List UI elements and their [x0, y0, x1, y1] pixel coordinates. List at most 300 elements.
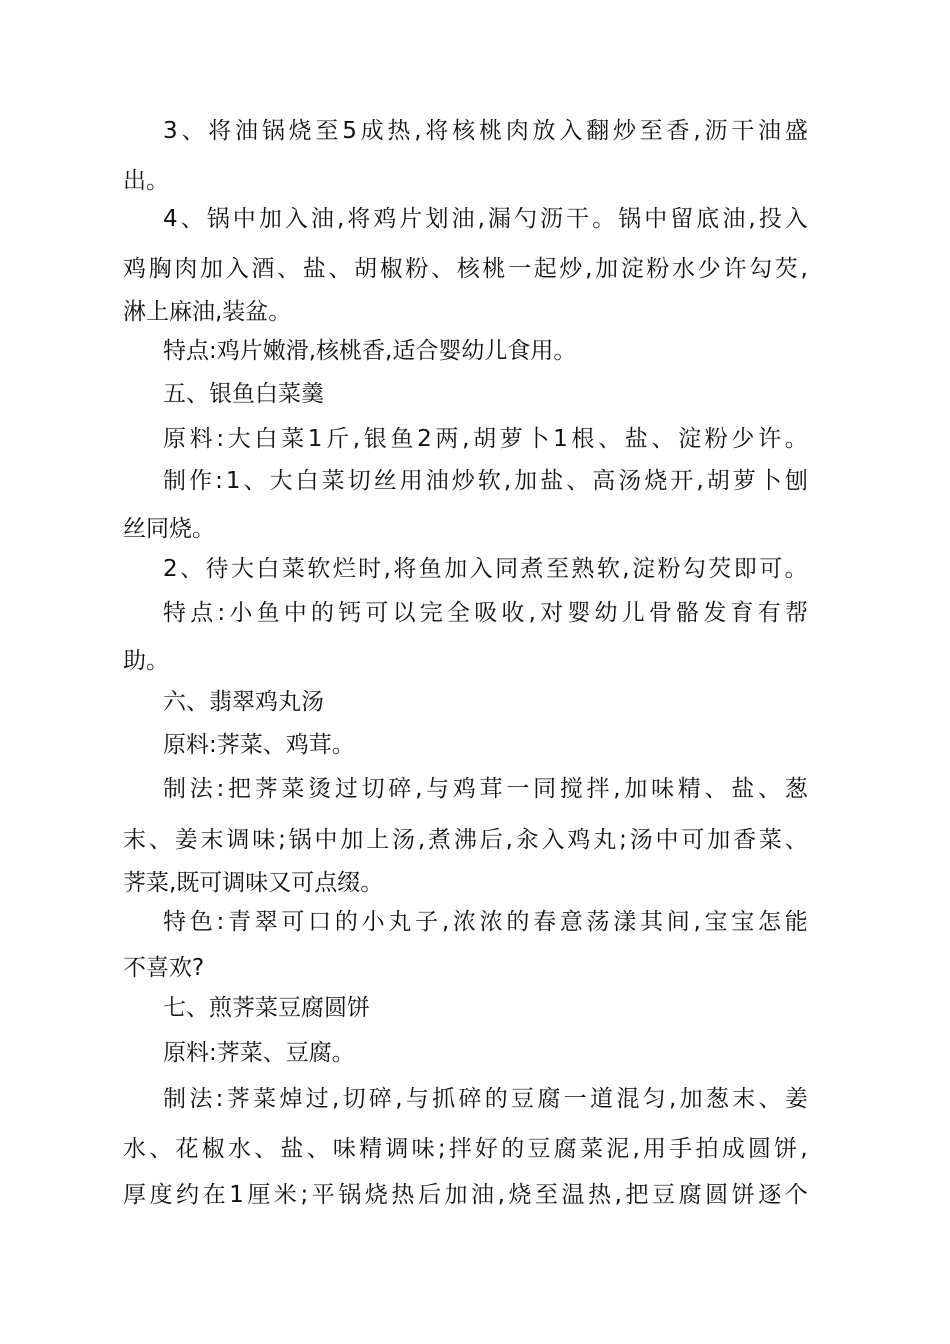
text-char: 成: [721, 1136, 745, 1162]
text-char: 软: [307, 556, 331, 582]
text-char: 刨: [784, 468, 808, 494]
text-char: 肉: [505, 118, 529, 144]
text-char: 制: [163, 468, 186, 494]
text-char: 菜: [281, 776, 305, 802]
text-char: 制: [163, 1086, 186, 1112]
text-char: 加: [444, 556, 468, 582]
text-char: 制: [163, 776, 186, 802]
text-char: 汤: [392, 827, 416, 853]
text-char: 豆: [652, 1182, 676, 1208]
text-char: 汤: [629, 827, 653, 853]
text-char: 同: [533, 776, 557, 802]
text-char: 过: [334, 776, 358, 802]
text-char: 胡: [354, 256, 378, 282]
text-char: 热: [387, 118, 411, 144]
text-char: 、: [566, 468, 590, 494]
text-char: 的: [484, 1086, 508, 1112]
text-char: 对: [540, 600, 564, 626]
text-char: 、: [431, 256, 455, 282]
text-char: ,: [668, 1086, 677, 1112]
text-char: 的: [334, 909, 358, 935]
text-char: 入: [284, 206, 308, 232]
section-heading: 五、银鱼白菜羹: [163, 381, 324, 407]
text-char: 白: [254, 426, 278, 452]
text-char: ;: [278, 827, 286, 853]
text-line: [163, 907, 808, 937]
text-char: 锅: [338, 1182, 362, 1208]
text-line: [163, 1084, 808, 1114]
text-char: 干: [731, 118, 755, 144]
text-char: 婴: [567, 600, 591, 626]
text-char: 其: [640, 909, 664, 935]
text-char: 鸡: [567, 827, 591, 853]
text-char: 将: [393, 556, 417, 582]
text-char: 拌: [448, 1136, 472, 1162]
text-char: ,: [528, 600, 536, 626]
text-char: 翻: [586, 118, 610, 144]
text-char: 、: [277, 256, 301, 282]
text-char: 锅: [288, 827, 312, 853]
text-char: 味: [411, 1136, 435, 1162]
text-char: 宝: [731, 909, 755, 935]
text-char: ,: [800, 1136, 808, 1162]
text-char: 用: [399, 468, 423, 494]
text-char: 软: [477, 468, 501, 494]
text-char: 烧: [288, 118, 312, 144]
text-char: 一: [506, 776, 530, 802]
text-char: ;: [437, 1136, 446, 1162]
text-char: :: [217, 600, 226, 626]
text-char: 、: [704, 776, 728, 802]
text-char: 间: [666, 909, 690, 935]
text-char: 上: [366, 827, 390, 853]
text-char: 汆: [515, 827, 539, 853]
text-char: 烧: [364, 1182, 388, 1208]
text-char: ,: [693, 118, 701, 144]
text-char: 温: [561, 1182, 585, 1208]
text-char: 核: [452, 118, 476, 144]
text-char: 原: [163, 426, 186, 452]
text-char: 。: [592, 206, 616, 232]
text-char: 菜: [321, 468, 345, 494]
text-char: 许: [758, 426, 782, 452]
text-line: [163, 204, 808, 234]
text-char: 勺: [513, 206, 537, 232]
text-char: 可: [681, 827, 705, 853]
text-char: 盐: [540, 468, 564, 494]
text-char: 的: [506, 909, 530, 935]
text-char: 把: [227, 776, 251, 802]
text-char: 料: [189, 426, 213, 452]
text-char: 放: [532, 118, 556, 144]
text-char: ,: [331, 1086, 340, 1112]
text-char: 菜: [281, 426, 305, 452]
text-char: 饼: [731, 1182, 755, 1208]
text-char: 萝: [499, 426, 523, 452]
text-char: 加: [707, 827, 731, 853]
text-char: ,: [395, 1086, 403, 1112]
text-char: 沸: [453, 827, 477, 853]
text-char: 用: [642, 1136, 666, 1162]
text-char: 青: [227, 909, 251, 935]
text-char: 豆: [511, 1086, 535, 1112]
text-char: 道: [590, 1086, 613, 1112]
text-char: 拌: [586, 776, 610, 802]
text-char: 、: [180, 556, 204, 582]
text-char: ,: [585, 256, 593, 282]
text-char: 葱: [705, 1086, 729, 1112]
text-char: 厚: [123, 1182, 146, 1208]
text-char: 葱: [784, 776, 808, 802]
text-char: 。: [784, 556, 808, 582]
text-char: 点: [190, 600, 214, 626]
text-char: ,: [748, 206, 756, 232]
text-char: 后: [417, 1182, 441, 1208]
text-char: ,: [441, 909, 450, 935]
text-char: 炒: [451, 468, 475, 494]
text-char: 投: [758, 206, 782, 232]
text-char: ,: [477, 206, 485, 232]
text-char: 焯: [279, 1086, 303, 1112]
text-char: 、: [254, 1136, 278, 1162]
text-char: 发: [703, 600, 727, 626]
text-char: 鱼: [390, 426, 414, 452]
text-char: ,: [503, 468, 512, 494]
text-char: 春: [533, 909, 557, 935]
text-char: 的: [501, 1136, 525, 1162]
text-line: [163, 116, 808, 146]
text-char: 末: [200, 827, 224, 853]
text-char: 小: [361, 909, 385, 935]
text-char: 粉: [646, 256, 670, 282]
text-char: 入: [541, 827, 565, 853]
text-char: 浓: [452, 909, 476, 935]
text-char: 少: [731, 426, 755, 452]
text-line: 原料:荠菜、鸡茸。: [163, 732, 355, 758]
text-char: 勾: [682, 556, 706, 582]
text-char: 腐: [537, 1086, 561, 1112]
text-char: 鱼: [256, 600, 280, 626]
text-char: 中: [283, 600, 307, 626]
text-char: 、: [651, 426, 675, 452]
text-char: 5: [342, 118, 357, 144]
text-char: 水: [123, 1136, 146, 1162]
text-char: 调: [226, 827, 250, 853]
text-char: 中: [232, 206, 256, 232]
text-line: [123, 254, 808, 284]
text-char: 锅: [206, 206, 230, 232]
text-char: 椒: [201, 1136, 225, 1162]
text-char: 小: [229, 600, 253, 626]
text-char: 切: [347, 468, 371, 494]
text-char: 、: [784, 827, 808, 853]
text-line: [163, 466, 808, 496]
text-char: ;: [619, 827, 627, 853]
text-char: 至: [315, 118, 339, 144]
text-char: 腐: [678, 1182, 702, 1208]
text-char: 斤: [326, 426, 350, 452]
text-char: 泥: [606, 1136, 630, 1162]
text-char: 切: [342, 1086, 366, 1112]
text-char: 匀: [642, 1086, 666, 1112]
text-char: 、: [181, 118, 205, 144]
text-char: 个: [784, 1182, 808, 1208]
text-char: 翠: [254, 909, 278, 935]
text-line: [123, 1134, 808, 1164]
text-char: 同: [495, 556, 519, 582]
text-char: 帮: [784, 600, 808, 626]
text-char: 少: [697, 256, 721, 282]
text-char: 热: [391, 1182, 415, 1208]
text-char: 骼: [676, 600, 700, 626]
text-line: [163, 424, 808, 454]
text-char: 大: [230, 556, 254, 582]
text-char: 盐: [624, 426, 648, 452]
text-char: 烫: [308, 776, 332, 802]
text-char: 味: [252, 827, 276, 853]
text-line: 淋上麻油,装盆。: [123, 299, 292, 325]
text-char: 水: [672, 256, 696, 282]
text-char: 白: [295, 468, 319, 494]
text-char: 的: [310, 600, 334, 626]
text-char: 加: [679, 1086, 703, 1112]
text-char: 汤: [618, 468, 642, 494]
text-char: ,: [614, 1182, 622, 1208]
text-line: 助。: [123, 648, 169, 674]
text-char: 厘: [247, 1182, 271, 1208]
text-char: ,: [415, 776, 423, 802]
text-char: 。: [784, 426, 808, 452]
text-char: :: [216, 776, 225, 802]
text-char: 圆: [705, 1182, 729, 1208]
text-char: 荠: [226, 1086, 250, 1112]
text-char: 儿: [621, 600, 645, 626]
text-char: 3: [163, 118, 178, 144]
text-char: 能: [784, 909, 808, 935]
text-char: ,: [613, 776, 621, 802]
text-char: 、: [148, 827, 172, 853]
text-char: 至: [535, 1182, 558, 1208]
text-char: 底: [696, 206, 720, 232]
text-char: ,: [693, 909, 701, 935]
text-char: 加: [340, 827, 364, 853]
text-line: 原料:荠菜、豆腐。: [163, 1040, 355, 1066]
text-char: 勾: [749, 256, 773, 282]
text-char: 末: [732, 1086, 756, 1112]
text-line: [123, 825, 808, 855]
text-char: 有: [757, 600, 781, 626]
text-char: 入: [784, 206, 808, 232]
text-char: 与: [405, 1086, 429, 1112]
text-char: 油: [310, 206, 334, 232]
text-char: 可: [281, 909, 305, 935]
text-char: 锅: [618, 206, 642, 232]
text-char: 全: [446, 600, 470, 626]
text-char: 油: [471, 1182, 495, 1208]
text-line: 丝同烧。: [123, 516, 215, 542]
text-char: 后: [479, 827, 503, 853]
text-char: 煮: [520, 556, 544, 582]
text-char: 、: [149, 1136, 173, 1162]
text-char: 水: [227, 1136, 251, 1162]
text-char: 与: [426, 776, 450, 802]
section-heading: 七、煎荠菜豆腐圆饼: [163, 995, 370, 1021]
text-char: 菜: [281, 556, 305, 582]
text-char: 淀: [678, 426, 702, 452]
text-char: 卜: [758, 468, 782, 494]
text-char: 口: [308, 909, 332, 935]
text-char: 菜: [758, 827, 782, 853]
text-char: 怎: [758, 909, 781, 935]
text-char: 丸: [388, 909, 412, 935]
text-char: ,: [462, 426, 470, 452]
text-char: 4: [163, 206, 178, 232]
text-char: ,: [383, 556, 391, 582]
text-char: :: [216, 909, 225, 935]
text-char: 开: [670, 468, 694, 494]
text-char: 沥: [704, 118, 728, 144]
text-char: 漾: [613, 909, 637, 935]
text-char: 油: [425, 468, 449, 494]
text-char: 搅: [559, 776, 583, 802]
text-char: ,: [417, 827, 426, 853]
text-char: 米: [273, 1182, 297, 1208]
text-char: 加: [200, 256, 224, 282]
text-char: 将: [425, 118, 449, 144]
text-char: 加: [258, 206, 282, 232]
text-char: 炒: [612, 118, 636, 144]
text-char: 以: [392, 600, 416, 626]
text-char: 盐: [280, 1136, 304, 1162]
text-char: 盛: [784, 118, 808, 144]
text-char: 烧: [644, 468, 668, 494]
text-char: 油: [451, 206, 475, 232]
text-char: 拍: [695, 1136, 719, 1162]
text-char: 中: [314, 827, 338, 853]
text-char: 桃: [478, 118, 502, 144]
text-char: 中: [655, 827, 679, 853]
text-char: 胡: [473, 426, 497, 452]
text-char: 幼: [594, 600, 618, 626]
text-char: 、: [758, 1086, 782, 1112]
text-char: 收: [501, 600, 525, 626]
text-char: 菜: [579, 1136, 603, 1162]
text-line: 出。: [123, 168, 169, 194]
text-char: 切: [361, 776, 385, 802]
text-char: 熟: [571, 556, 595, 582]
text-char: ,: [336, 206, 345, 232]
text-char: 手: [669, 1136, 693, 1162]
text-char: 特: [163, 600, 186, 626]
text-char: 丸: [593, 827, 617, 853]
text-char: 即: [733, 556, 757, 582]
text-char: 味: [651, 776, 675, 802]
text-char: 吸: [474, 600, 498, 626]
text-char: 圆: [747, 1136, 771, 1162]
section-heading: 六、翡翠鸡丸汤: [163, 689, 324, 715]
text-line: [163, 774, 808, 804]
text-char: 、: [180, 206, 204, 232]
text-char: 粉: [657, 556, 681, 582]
text-line: [163, 598, 808, 628]
text-char: 意: [559, 909, 583, 935]
text-char: 萝: [732, 468, 756, 494]
text-char: 油: [722, 206, 746, 232]
text-char: 两: [435, 426, 459, 452]
text-char: 一: [563, 1086, 587, 1112]
text-char: 淀: [632, 556, 656, 582]
text-char: 时: [358, 556, 382, 582]
text-char: 软: [596, 556, 620, 582]
text-char: 加: [595, 256, 619, 282]
text-char: 平: [311, 1182, 335, 1208]
text-char: 卜: [526, 426, 550, 452]
text-line: [163, 554, 808, 584]
text-char: ,: [505, 827, 513, 853]
text-char: 一: [508, 256, 532, 282]
text-char: 鱼: [418, 556, 442, 582]
text-line: 特点:鸡片嫩滑,核桃香,适合婴幼儿食用。: [163, 338, 577, 364]
text-line: [123, 1180, 808, 1210]
text-char: 加: [514, 468, 538, 494]
text-char: 酒: [251, 256, 275, 282]
text-char: 盐: [731, 776, 755, 802]
text-line: 荠菜,既可调味又可点缀。: [123, 870, 384, 896]
text-char: 芡: [774, 256, 798, 282]
text-char: 椒: [379, 256, 403, 282]
text-char: 炒: [559, 256, 583, 282]
text-char: :: [215, 1086, 224, 1112]
text-char: 干: [566, 206, 590, 232]
text-char: 味: [332, 1136, 356, 1162]
text-char: 碎: [368, 1086, 392, 1112]
text-char: 鸡: [373, 206, 397, 232]
text-char: 约: [176, 1182, 200, 1208]
text-char: 1: [225, 468, 241, 494]
text-char: 骨: [648, 600, 672, 626]
text-char: 漏: [487, 206, 511, 232]
text-char: 热: [588, 1182, 612, 1208]
text-char: ,: [800, 256, 808, 282]
text-char: 芡: [708, 556, 732, 582]
text-char: 鸡: [123, 256, 146, 282]
text-char: ;: [300, 1182, 309, 1208]
text-char: 待: [205, 556, 229, 582]
text-char: 片: [399, 206, 423, 232]
text-char: 桃: [482, 256, 506, 282]
text-char: 法: [189, 1086, 213, 1112]
text-char: 、: [758, 776, 781, 802]
text-char: 钙: [338, 600, 362, 626]
text-char: 入: [225, 256, 249, 282]
text-char: 胡: [706, 468, 730, 494]
text-char: 作: [189, 468, 213, 494]
text-char: ,: [622, 556, 630, 582]
text-char: 茸: [479, 776, 503, 802]
text-char: 1: [229, 1182, 244, 1208]
text-char: 、: [306, 1136, 330, 1162]
text-char: 成: [360, 118, 384, 144]
text-char: 粉: [704, 426, 728, 452]
text-char: 烧: [508, 1182, 532, 1208]
text-char: 加: [624, 776, 648, 802]
text-char: ,: [497, 1182, 505, 1208]
text-char: 好: [475, 1136, 499, 1162]
text-char: 荡: [586, 909, 610, 935]
text-char: 精: [359, 1136, 383, 1162]
text-char: 浓: [479, 909, 503, 935]
text-char: 可: [759, 556, 783, 582]
